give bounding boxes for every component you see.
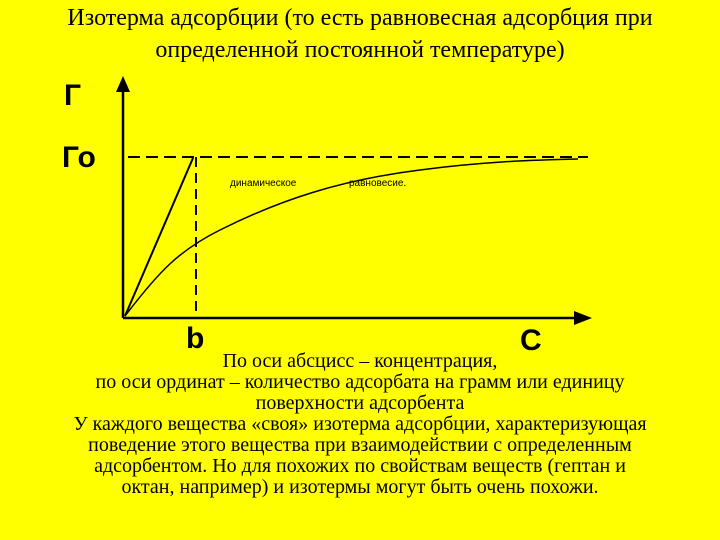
caption-line: У каждого вещества «своя» изотерма адсорбции, характеризующая: [73, 413, 647, 435]
caption-block: [0, 351, 720, 498]
x-axis-arrow: [574, 311, 592, 325]
y-marker-label: Го: [62, 141, 96, 174]
caption-line: адсорбентом. Но для похожих по свойствам веществ (гептан и: [94, 455, 626, 477]
title-line-1: Изотерма адсорбции (то есть равновесная адсорбция при: [67, 5, 653, 31]
caption-line: По оси абсцисс – концентрация,: [222, 350, 498, 372]
y-axis-arrow: [116, 76, 130, 92]
x-axis-label: С: [520, 324, 542, 357]
y-axis-label: Г: [64, 79, 82, 112]
title-line-2: определенной постоянной температуре): [155, 37, 565, 63]
annotation-equilibrium: равновесие.: [349, 178, 407, 189]
caption-line: октан, например) и изотермы могут быть очень похожи.: [121, 476, 599, 498]
x-marker-label: b: [186, 322, 205, 355]
annotation-dynamic: динамическое: [230, 178, 297, 189]
caption-line: поверхности адсорбента: [255, 392, 465, 414]
initial-slope-line: [125, 158, 193, 316]
caption-line: поведение этого вещества при взаимодействии с определенным: [88, 434, 632, 456]
caption-line: по оси ординат – количество адсорбата на грамм или единицу: [95, 371, 625, 393]
